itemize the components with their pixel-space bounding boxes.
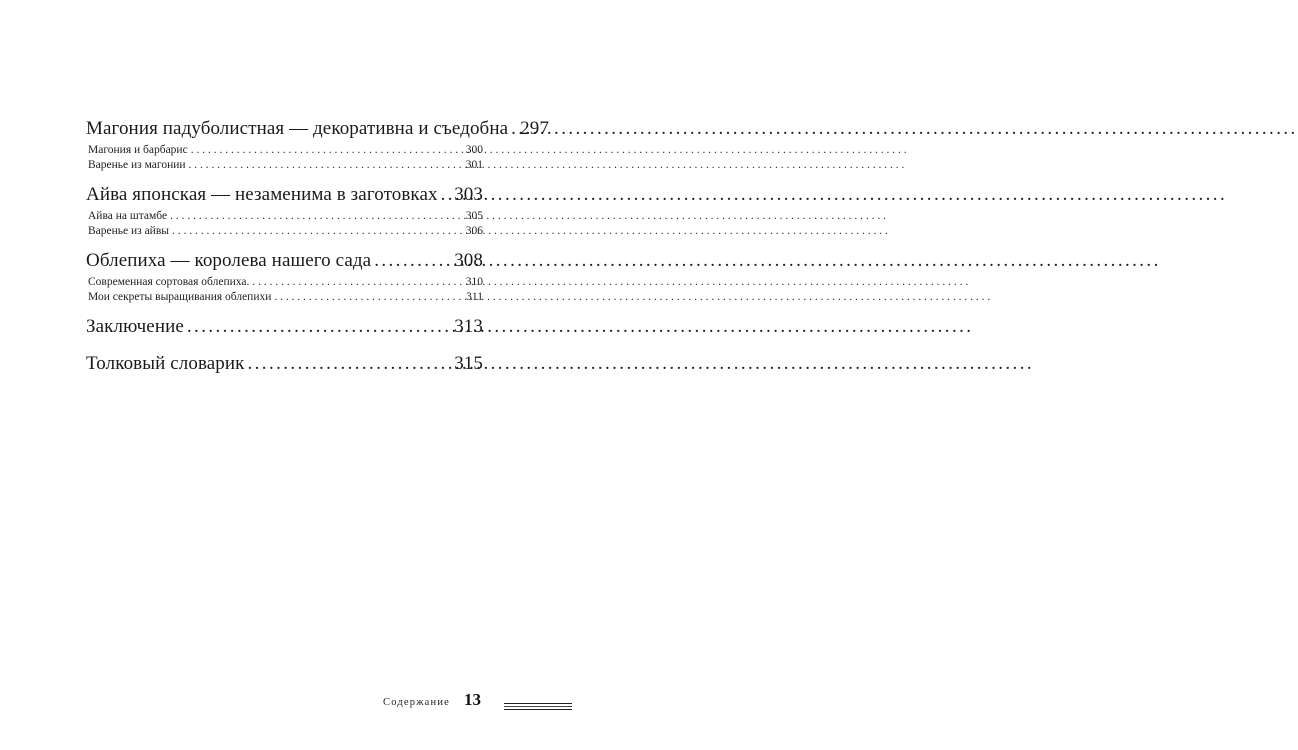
dot-leader [248,352,452,375]
toc-chapter-entry[interactable] [86,352,483,375]
toc-chapter-title: Айва японская — незаменима в заготовках [86,184,438,205]
toc-chapter-entry[interactable] [86,117,549,140]
toc-section-quince [86,183,483,239]
toc-subentry-title: Мои секреты выращивания облепихи [88,291,272,303]
toc-subentry-page: 301 [465,159,483,171]
dot-leader [187,315,451,338]
toc-subentry[interactable] [86,143,483,158]
toc-chapter-title: Толковый словарик [86,353,245,374]
toc-subentry-page: 305 [465,210,483,222]
toc-chapter-title: Магония падуболистная — декоративна и съедобна [86,118,509,139]
toc-chapter-title: Облепиха — королева нашего сада [86,250,372,271]
page-number: 13 [464,690,482,709]
toc-chapter-page: 313 [454,316,483,337]
toc-subentry-title: Айва на штамбе [88,210,168,222]
toc-subentry[interactable] [86,290,483,305]
toc-subentry[interactable] [86,275,483,290]
toc-subentry-page: 306 [465,225,483,237]
toc-chapter-page: 308 [454,250,483,271]
toc-subentry[interactable] [86,224,483,239]
dot-leader [189,158,463,173]
dot-leader [274,290,463,305]
toc-section-conclusion [86,315,483,338]
toc-subentry[interactable] [86,158,483,173]
toc-section-mahonia [86,117,549,173]
toc-section-sea-buckthorn [86,249,483,305]
toc-subentry-title: Варенье из айвы [88,225,169,237]
dot-leader [441,183,452,206]
toc-subentry-page: 300 [465,144,483,156]
dot-leader [511,117,517,140]
dot-leader [252,275,462,290]
dot-leader [191,143,463,158]
toc-chapter-page: 315 [454,353,483,374]
toc-chapter-title: Заключение [86,316,184,337]
toc-subentry-title: Варенье из магонии [88,159,186,171]
footer-decorative-rule [504,703,572,710]
table-of-contents [86,117,549,389]
toc-section-glossary [86,352,483,375]
toc-subentry-page: 310 [465,276,483,288]
toc-subentry-title: Магония и барбарис [88,144,188,156]
dot-leader [170,209,463,224]
dot-leader [374,249,451,272]
dot-leader [172,224,463,239]
toc-subentry-page: 311 [466,291,483,303]
toc-chapter-entry[interactable] [86,315,483,338]
toc-subentry[interactable] [86,209,483,224]
toc-chapter-page: 303 [454,184,483,205]
running-footer-label: Содержание [383,697,451,708]
toc-chapter-entry[interactable] [86,249,483,272]
toc-chapter-entry[interactable] [86,183,483,206]
page-footer [383,690,481,710]
toc-chapter-page: 297 [520,118,549,139]
toc-subentry-title: Современная сортовая облепиха. [88,276,250,288]
